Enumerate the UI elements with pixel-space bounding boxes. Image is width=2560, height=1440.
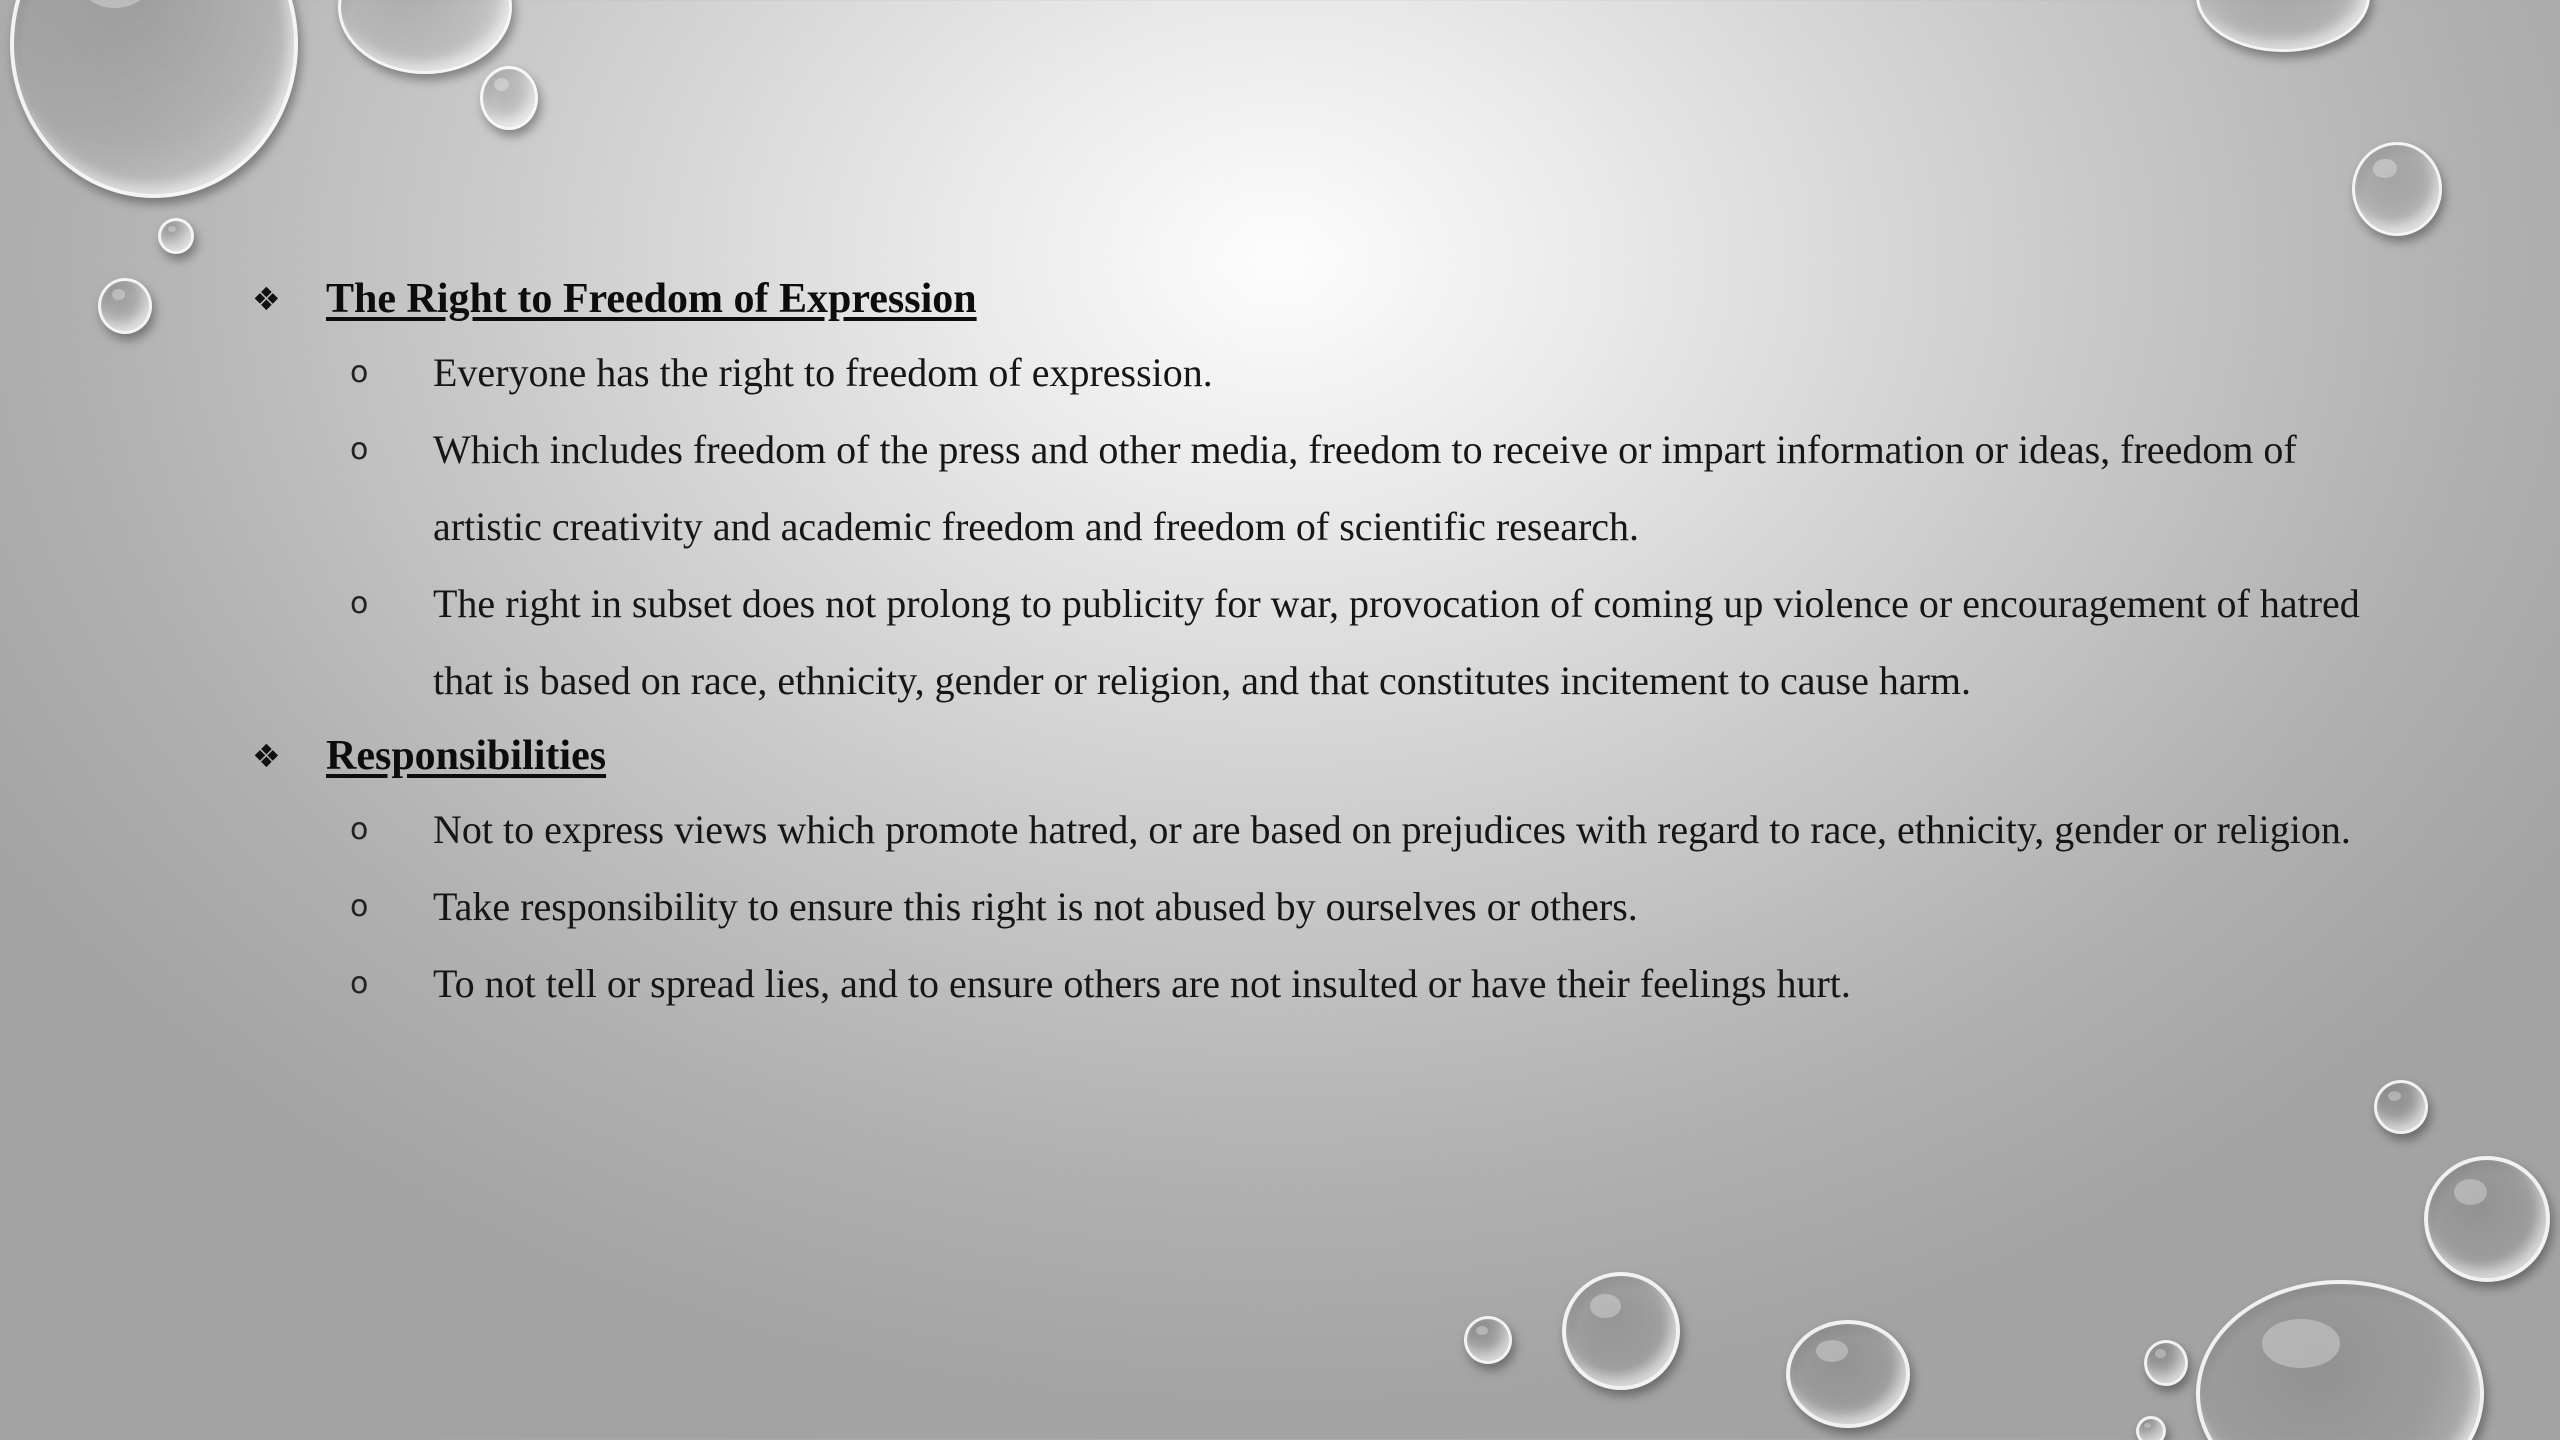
list-item xyxy=(252,868,2392,945)
water-drop-decoration xyxy=(2196,1280,2484,1440)
circle-bullet-icon: o xyxy=(350,432,369,467)
diamond-bullet-icon: ❖ xyxy=(252,737,281,775)
slide-content xyxy=(252,262,2392,1022)
list-item xyxy=(252,334,2392,411)
list-item xyxy=(252,411,2392,565)
diamond-bullet-icon: ❖ xyxy=(252,280,281,318)
water-drop-decoration xyxy=(1562,1272,1680,1390)
section-freedom-of-expression xyxy=(252,264,2392,719)
water-drop-decoration xyxy=(2352,142,2442,236)
water-drop-decoration xyxy=(10,0,298,198)
section-title: The Right to Freedom of Expression xyxy=(326,276,977,322)
water-drop-decoration xyxy=(2424,1156,2550,1282)
water-drop-decoration xyxy=(2374,1080,2428,1134)
circle-bullet-icon: o xyxy=(350,889,369,924)
water-drop-decoration xyxy=(1464,1316,1512,1364)
list-item xyxy=(252,945,2392,1022)
list-item-text: Not to express views which promote hatred, or are based on prejudices with regard to race, ethnicity, gender or religion. xyxy=(433,807,2351,852)
bullet-list xyxy=(252,334,2392,719)
water-drop-decoration xyxy=(338,0,512,74)
water-drop-decoration xyxy=(2196,0,2370,52)
water-drop-decoration xyxy=(2144,1340,2188,1386)
water-drop-decoration xyxy=(2136,1416,2166,1440)
list-item-text: Which includes freedom of the press and other media, freedom to receive or impart information or ideas, freedom of artistic creativity and academic freedom and freedom of scientific research. xyxy=(433,427,2297,549)
section-heading-row xyxy=(252,264,2392,334)
water-drop-decoration xyxy=(1786,1320,1910,1428)
circle-bullet-icon: o xyxy=(350,812,369,847)
water-drop-decoration xyxy=(98,278,152,334)
bullet-list xyxy=(252,791,2392,1022)
water-drop-decoration xyxy=(158,218,194,254)
list-item xyxy=(252,791,2392,868)
list-item xyxy=(252,565,2392,719)
circle-bullet-icon: o xyxy=(350,355,369,390)
section-title: Responsibilities xyxy=(326,733,607,779)
section-responsibilities xyxy=(252,721,2392,1022)
list-item-text: Take responsibility to ensure this right is not abused by ourselves or others. xyxy=(433,884,1638,929)
circle-bullet-icon: o xyxy=(350,586,369,621)
circle-bullet-icon: o xyxy=(350,966,369,1001)
water-drop-decoration xyxy=(480,66,538,130)
list-item-text: Everyone has the right to freedom of expression. xyxy=(433,350,1213,395)
section-heading-row xyxy=(252,721,2392,791)
list-item-text: To not tell or spread lies, and to ensure others are not insulted or have their feelings hurt. xyxy=(433,961,1851,1006)
list-item-text: The right in subset does not prolong to publicity for war, provocation of coming up violence or encouragement of hatred that is based on race, ethnicity, gender or religion, and that constitutes incitement to cause harm. xyxy=(433,581,2360,703)
